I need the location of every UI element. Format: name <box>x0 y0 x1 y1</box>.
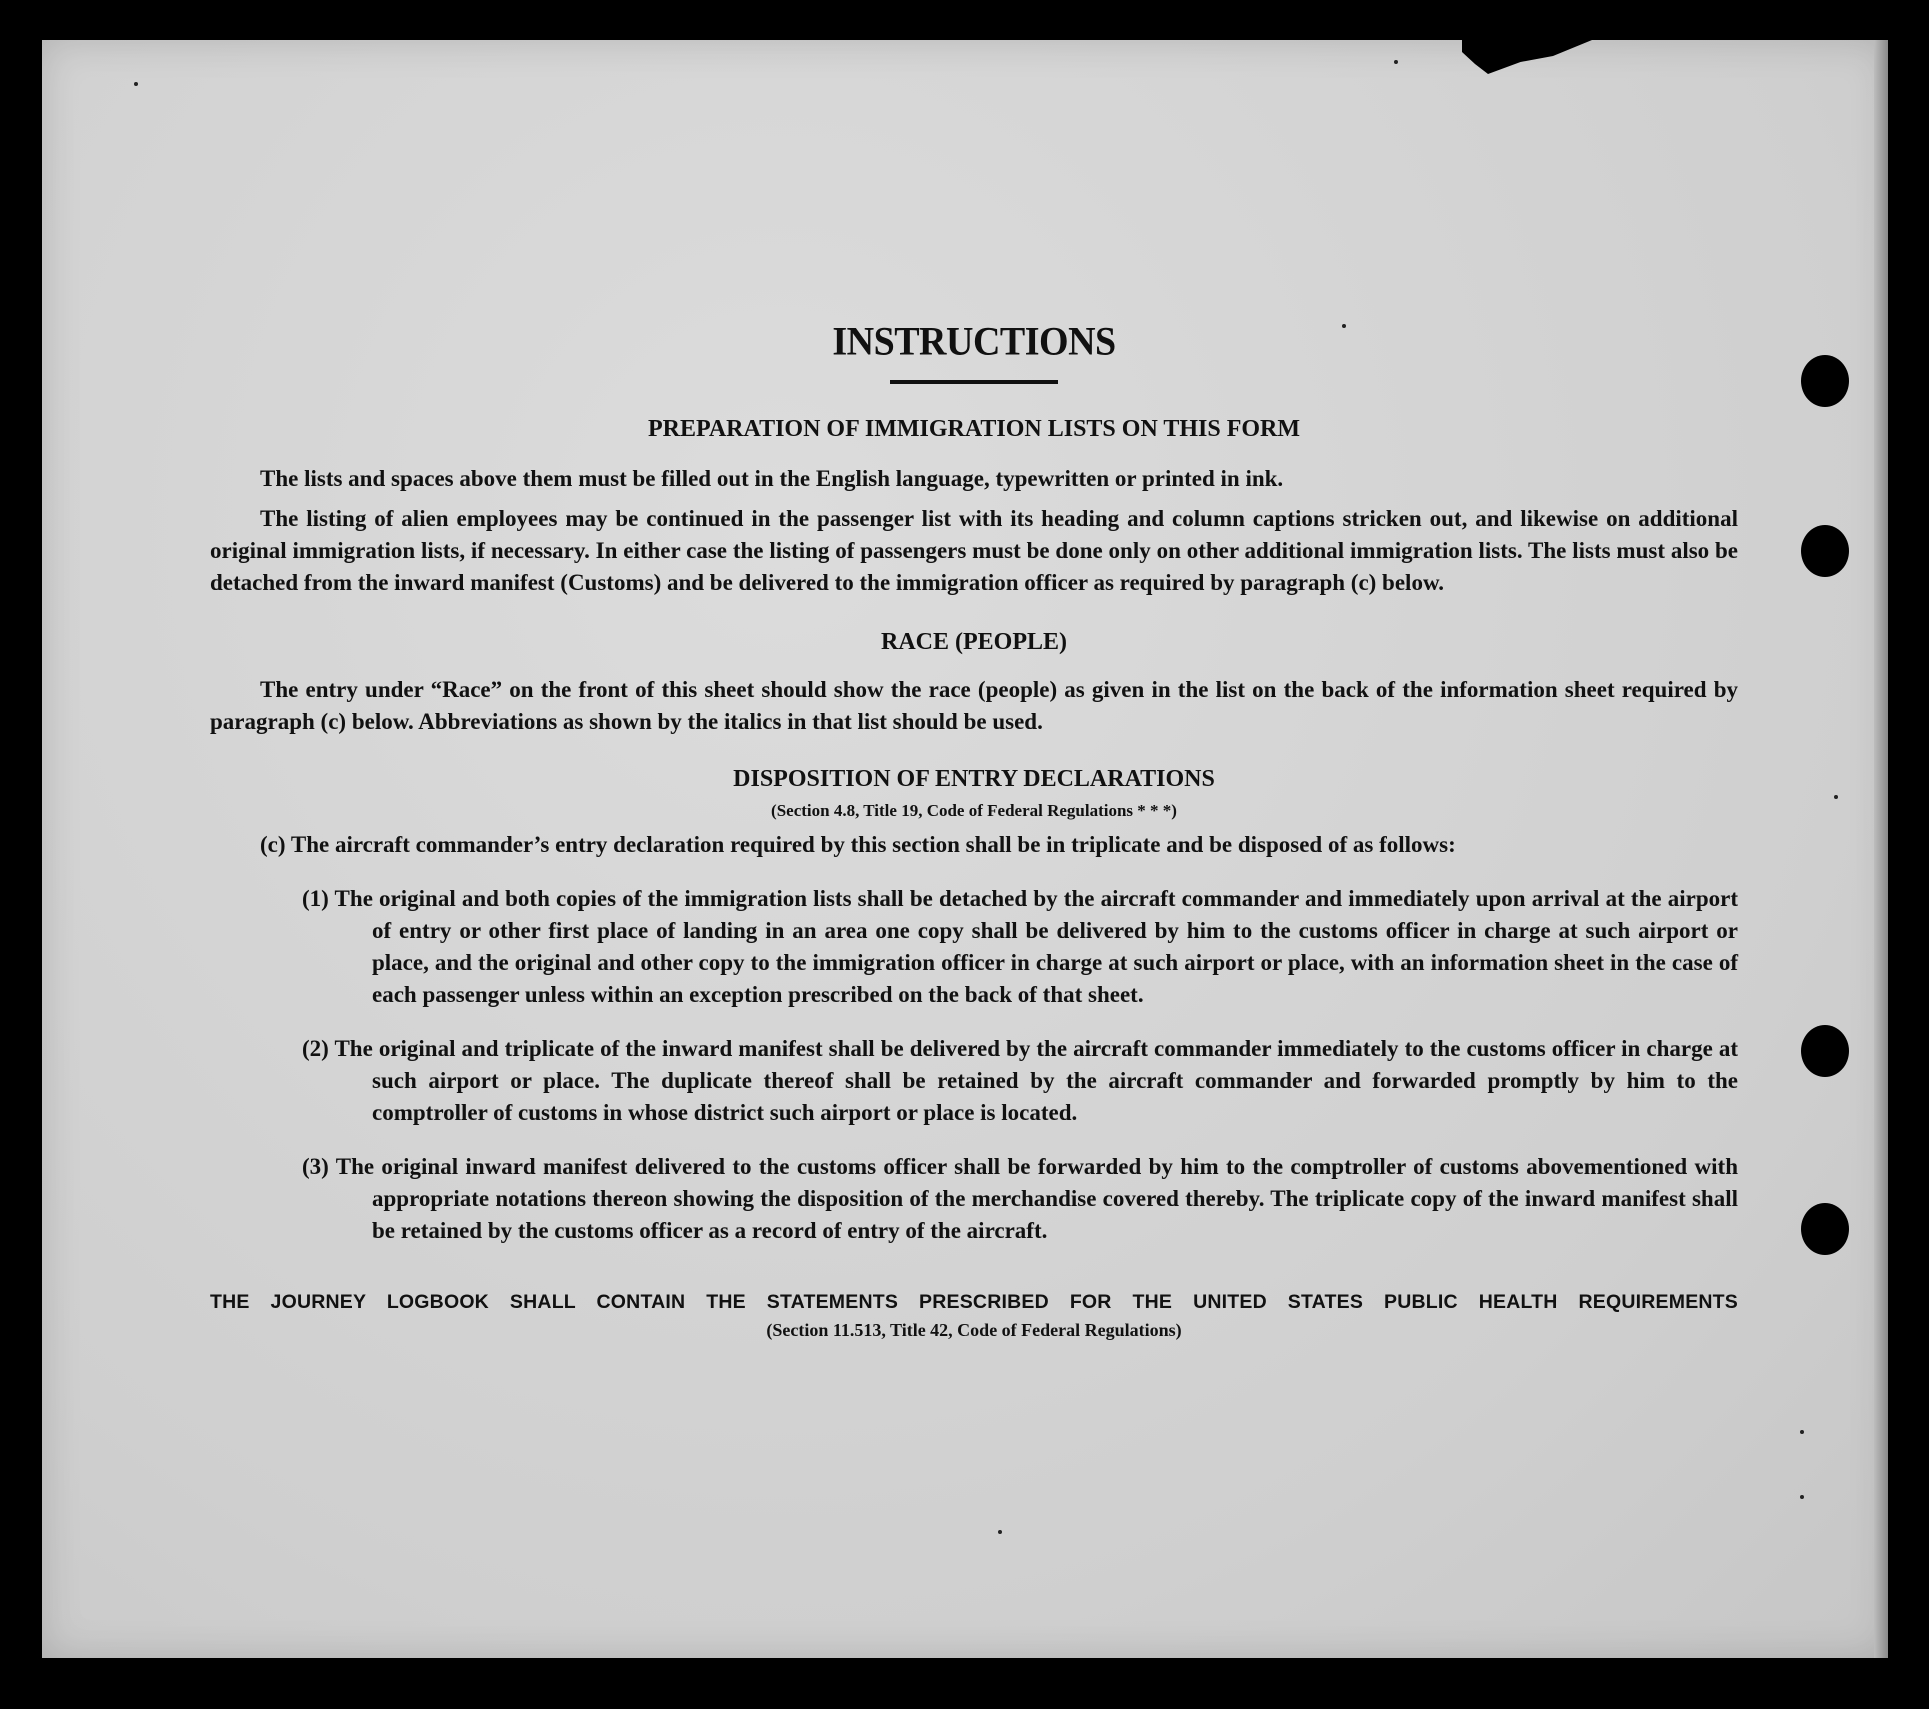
punch-hole <box>1801 1025 1849 1077</box>
section-heading-race: RACE (PEOPLE) <box>881 629 1067 655</box>
disposition-item-2: (2) The original and triplicate of the inward manifest shall be delivered by the aircraft commander immediately to the customs officer in charge at such airport or place. The duplicate thereof shall be retained by the aircraft commander and forwarded promptly by him to the comptroller of customs in whose district such airport or place is located. <box>302 1036 1738 1125</box>
disposition-intro: (c) The aircraft commander’s entry declaration required by this section shall be in triplicate and be disposed of as follows: <box>260 832 1456 857</box>
punch-hole <box>1801 1203 1849 1255</box>
speck <box>1800 1430 1804 1434</box>
speck <box>1394 60 1398 64</box>
speck <box>1800 1495 1804 1499</box>
disposition-item-3: (3) The original inward manifest delivered to the customs officer shall be forwarded by him to the comptroller of customs abovementioned with appropriate notations thereon showing the disposition of the merchandise covered thereby. The triplicate copy of the inward manifest shall be retained by the customs officer as a record of entry of the aircraft. <box>302 1154 1738 1243</box>
document-title: INSTRUCTIONS <box>832 319 1116 365</box>
torn-corner <box>1462 40 1592 80</box>
scanned-page <box>42 40 1888 1658</box>
speck <box>1834 795 1838 799</box>
document-body <box>210 320 1738 1341</box>
race-paragraph: The entry under “Race” on the front of this sheet should show the race (people) as given in the list on the back of the information sheet required by paragraph (c) below. Abbreviations as shown by the italics in that list should be used. <box>210 677 1738 734</box>
speck <box>134 82 138 86</box>
punch-hole <box>1801 525 1849 577</box>
section-heading-preparation: PREPARATION OF IMMIGRATION LISTS ON THIS FORM <box>647 416 1301 442</box>
public-health-citation: (Section 11.513, Title 42, Code of Federal Regulations) <box>766 1320 1182 1340</box>
section-heading-disposition: DISPOSITION OF ENTRY DECLARATIONS <box>733 766 1215 792</box>
disposition-item-1: (1) The original and both copies of the immigration lists shall be detached by the aircraft commander and immediately upon arrival at the airport of entry or other first place of landing in an area one copy shall be delivered by him to the customs officer in charge at such airport or place, and the original and other copy to the immigration officer in charge at such airport or place, with an information sheet in the case of each passenger unless within an exception prescribed on the back of that sheet. <box>302 886 1738 1007</box>
preparation-paragraph-1: The lists and spaces above them must be filled out in the English language, typewritten or printed in ink. <box>260 466 1284 491</box>
disposition-citation: (Section 4.8, Title 19, Code of Federal Regulations * * *) <box>771 801 1177 820</box>
speck <box>998 1530 1002 1534</box>
punch-hole <box>1801 355 1849 407</box>
page-edge-shadow <box>1874 40 1888 1658</box>
public-health-statement: THE JOURNEY LOGBOOK SHALL CONTAIN THE STATEMENTS PRESCRIBED FOR THE UNITED STATES PUBLIC HEALTH REQUIREMENTS <box>210 1291 1738 1313</box>
preparation-paragraph-2: The listing of alien employees may be continued in the passenger list with its heading and column captions stricken out, and likewise on additional original immigration lists, if necessary. In either case the listing of passengers must be done only on other additional immigration lists. The lists must also be detached from the inward manifest (Customs) and be delivered to the immigration officer as required by paragraph (c) below. <box>210 506 1738 595</box>
title-underline <box>890 380 1058 384</box>
